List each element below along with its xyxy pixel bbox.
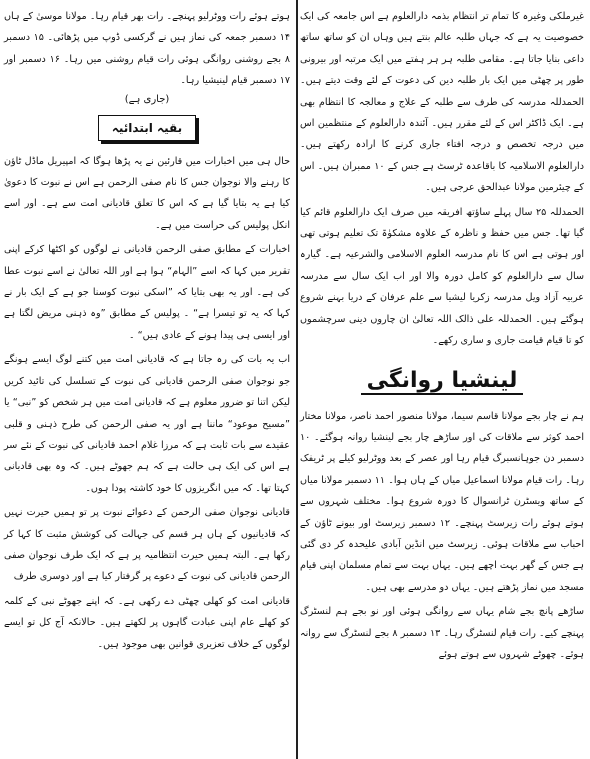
- article-paragraph: حال ہی میں اخبارات میں قارئین نے یہ پڑھا ہوگا کہ امپیریل ماڈل ٹاؤن کا رہنے والا نوجوان جس کا نام صفی الرحمن ہے اس نے نبوت کا دعویٰ کیا ہے یہ بتایا گیا ہے کہ اس کا تعلق قادیانی امت سے ہے۔ اور اسے انکل پولیس کی حراست میں ہے۔: [4, 155, 290, 231]
- article-paragraph: ساڑھے پانچ بجے شام یہاں سے روانگی ہوئی اور نو بجے ہم لنسٹرگ پہنچے کیے۔ رات قیام لنسٹرگ رہا۔ ۱۳ دسمبر ۸ بجے لنسٹرگ سے روانہ ہوئے۔ چھوٹے شہروں سے ہوتے ہوئے: [300, 606, 584, 660]
- article-paragraph: الحمدللہ ۲۵ سال پہلے ساؤتھ افریقہ میں صرف ایک دارالعلوم قائم کیا گیا تھا۔ جس میں حفظ و ناظرہ کے علاوہ مشکوٰۃ تک تعلیم ہوتی تھی اور ہوتی ہے اس کا نام مدرسہ العلوم الاسلامی والشرعیہ ہے۔ گیارہ سال سے دارالعلوم کو کامل دورہ والا اور اب ایک سال سے مدرسہ عربیہ آزاد ویل مدرسہ زکریا لیشیا سے علم عرفان کے دریا بہنے شروع ہوگئے ہیں۔ الحمدللہ علی ذالک اللہ تعالیٰ ان چاروں دینی سرچشموں کو تا قیام قیامت جاری و ساری رکھے۔: [300, 206, 584, 347]
- article-paragraph: ہوتے ہوئے رات ووٹرلیو پہنچے۔ رات بھر قیام رہا۔ مولانا موسیٰ کے ہاں ۱۴ دسمبر جمعہ کی نماز ہیں نے گرکسی ڈوپ میں پڑھائی۔ ۱۵ دسمبر ۸ بجے روشنی روانگی ہوئی رات قیام روشنی میں رہا۔ ۱۶ دسمبر اور ۱۷ دسمبر قیام لینیشیا رہا۔: [4, 11, 291, 87]
- article-paragraph: ہم نے چار بجے مولانا قاسم سیما، مولانا منصور احمد ناصر، مولانا مختار احمد کوثر سے ملاقات کی اور ساڑھے چار بجے لینشیا روانہ ہوگئے۔ ۱۰ دسمبر دن جوہانسبرگ قیام رہا اور عصر کے بعد ووٹرلیو کیلے پر ٹریفک رہا۔ رات قیام مولانا اسماعیل میاں کے ہاں ہوا۔ ۱۱ دسمبر مولانا میاں کے ساتھ ویسٹرن ٹرانسوال کا دورہ شروع ہوا۔ مختلف شہروں سے ہوتے ہوئے رات زیرسٹ پہنچے۔ ۱۲ دسمبر زیرسٹ اور بیونے ٹاؤن کے احباب سے ملاقات ہوئی۔ زیرسٹ میں انڈین آبادی علیحدہ کر دی گئی ہے جس کے گھر بہت اچھے ہیں۔ یہاں بہت سے تمام مسلمان اپنی قیام مسجد میں نماز پڑھتے ہیں۔ یہاں دو مدرسے بھی ہیں۔: [300, 410, 585, 593]
- article-paragraph: قادیانی نوجوان صفی الرحمن کے دعوائے نبوت پر تو ہمیں حیرت نہیں کہ قادیانیوں کے ہاں ہر قسم کی جہالت کی کوشش مثبت کا کہا کر رکھا ہے۔ البتہ ہمیں حیرت انتظامیہ پر ہے کہ ایک طرف نوجوان صفی الرحمن قادیانی کی نبوت کے دعوے پر گرفتار کیا ہے اور دوسری طرف: [4, 507, 290, 583]
- article-paragraph: قادیانی امت کو کھلی چھٹی دے رکھی ہے۔ کہ اپنے جھوٹے نبی کے کلمہ کو کھلے عام اپنی عبادت گاہوں پر لکھتے ہیں۔ حالانکہ آج کل تو ایسے لوگوں کے خلاف تعزیری قوانین بھی موجود ہیں۔: [4, 595, 290, 650]
- article-paragraph: اب یہ بات کی رہ جاتا ہے کہ قادیانی امت میں کتنے لوگ ایسے ہونگے جو نوجوان صفی الرحمن قادیانی کی نبوت کے تسلسل کی تائید کریں لیکن اتنا تو ضرور معلوم ہے کہ قادیانی امت میں ہر شخص کو ”نبی“ یا ”مسیح موعود“ ماننا ہے اور یہ صفی الرحمن کی طرح ذہنی و قلبی عقیدے سے بات ثابت ہے کہ مرزا غلام احمد قادیانی کی نبوت کے نئے سر ہے اس کی ایک ہی حالت ہے کہ ہم جھوٹے ہیں۔ کہ وہ بھی قادیانی کہتا تھا۔ کہ میں انگریزوں کا خود کاشتہ پودا ہوں۔: [4, 354, 290, 494]
- left-column: [4, 6, 290, 655]
- article-paragraph: اخبارات کے مطابق صفی الرحمن قادیانی نے لوگوں کو اکٹھا کرکے اپنی تقریر میں کہا کہ اسے ”الہام“ ہوا ہے اور اللہ تعالیٰ نے اسے نبوت عطا کی ہے۔ اور یہ بھی بتایا کہ ”اسکی نبوت کوسنا جو ہے کے ایک بار نے کہا کہ یہ تو تیسرا ہے“ ۔ پولیس کے مطابق ”وہ ذہنی مریض لگتا ہے اور ایسی ہی پیدا ہونے کے عادی ہیں“ ۔: [4, 244, 290, 341]
- section-heading: [300, 364, 584, 398]
- article-paragraph: غیرملکی وغیرہ کا تمام تر انتظام بذمہ دارالعلوم ہے اس جامعہ کی ایک خصوصیت یہ ہے کہ جہاں طلبہ عالم بنتے ہیں وہاں ان کو ساتھ ساتھ داعی بنایا جاتا ہے۔ مقامی طلبہ ہر ہر ہفتے میں ایک مرتبہ اور بیرونی طور پر چھٹی میں ایک بار طلبہ دین کی دعوت کے لئے وقت دیتے ہیں۔ الحمدللہ مدرسہ کی طرف سے طلبہ کے علاج و معالجہ کا انتظام بھی ہے۔ ایک ڈاکٹر اس کے لئے مقرر ہیں۔ آئندہ دارالعلوم کے منتظمین اس میں درجہ تخصص و درجہ افتاء جاری کرنے کا ارادہ رکھتے ہیں۔ دارالعلوم الاسلامیہ کا باقاعدہ ٹرسٹ ہے جس کے ۱۰ ممبران ہیں۔ اس کے چیئرمین مولانا عبدالحق عرجی ہیں۔: [300, 11, 584, 194]
- boxed-title: بقیہ ابتدائیہ: [98, 115, 196, 141]
- continued-note: (جاری ہے): [124, 93, 170, 105]
- right-column: [300, 6, 584, 665]
- column-divider: [296, 0, 298, 759]
- section-heading-text: لینشیا روانگی: [361, 368, 524, 395]
